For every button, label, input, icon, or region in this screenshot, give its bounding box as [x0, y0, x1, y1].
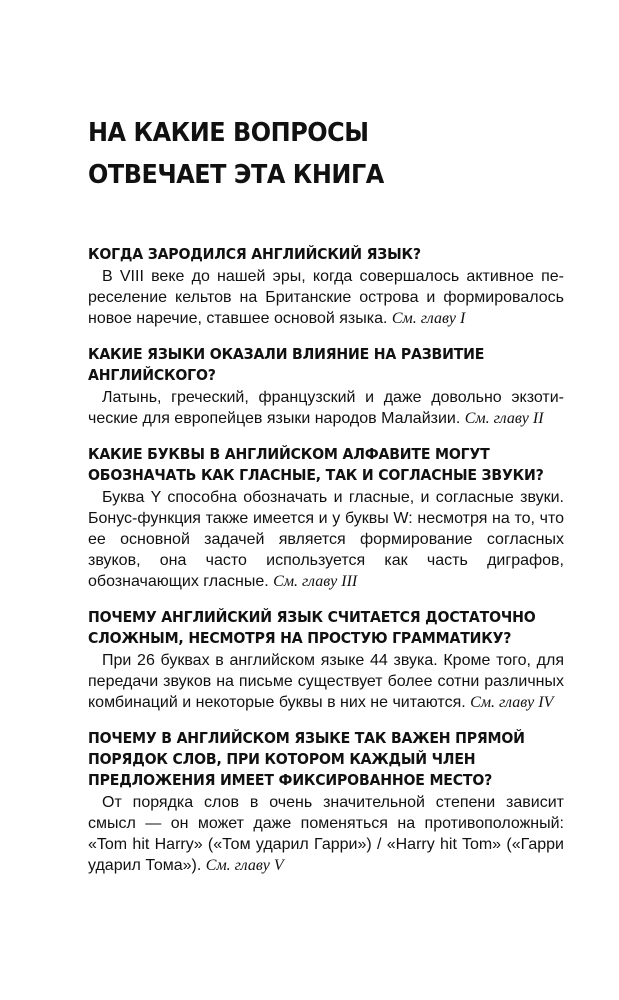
page-title	[88, 112, 566, 196]
question-heading: КАКИЕ ЯЗЫКИ ОКАЗАЛИ ВЛИЯНИЕ НА РАЗВИТИЕ АНГЛИЙСКОГО?	[88, 345, 485, 384]
qa-section-4	[88, 607, 564, 713]
question-heading: ПОЧЕМУ АНГЛИЙСКИЙ ЯЗЫК СЧИТАЕТСЯ ДОСТАТОЧНО СЛОЖНЫМ, НЕСМОТРЯ НА ПРОСТУЮ ГРАММАТИКУ?	[88, 608, 536, 647]
book-page	[88, 112, 564, 891]
answer-paragraph	[88, 792, 564, 876]
question-heading: КОГДА ЗАРОДИЛСЯ АНГЛИЙСКИЙ ЯЗЫК?	[88, 245, 421, 263]
answer-paragraph	[88, 387, 564, 429]
chapter-reference: См. главу V	[205, 857, 284, 874]
qa-section-2	[88, 344, 564, 429]
answer-paragraph	[88, 487, 564, 592]
qa-section-5	[88, 728, 564, 876]
question-heading: КАКИЕ БУКВЫ В АНГЛИЙСКОМ АЛФАВИТЕ МОГУТ ОБОЗНАЧАТЬ КАК ГЛАСНЫЕ, ТАК И СОГЛАСНЫЕ ЗВУКИ?	[88, 445, 544, 484]
chapter-reference: См. главу I	[391, 310, 466, 327]
answer-text: От порядка слов в очень значительной степени зависит смысл — он может даже поменяться на противоположный: «Tom hit Harry» («Том ударил Гарри») / «Harry hit Tom» («Гарри ударил Тома»).	[88, 794, 564, 874]
answer-text: При 26 буквах в английском языке 44 звука. Кроме того, для передачи звуков на письме существует более сотни различных комбинаций и некоторые буквы в них не читаются.	[88, 652, 564, 711]
answer-paragraph	[88, 266, 564, 329]
qa-section-3	[88, 444, 564, 592]
page-title-line-1: НА КАКИЕ ВОПРОСЫ	[88, 118, 369, 148]
answer-text: В VIII веке до нашей эры, когда совершалось активное переселение кельтов на Британские острова и формировалось новое наречие, ставшее основой языка.	[88, 268, 564, 327]
answer-text: Латынь, греческий, французский и даже довольно экзотические для европейцев языки народов Малайзии.	[88, 389, 564, 427]
answer-text: Буква Y способна обозначать и гласные, и согласные звуки. Бонус-функция также имеется и у буквы W: несмотря на то, что ее основной задачей является формирование согласных звуков, она часто используется как часть диграфов, обозначающих гласные.	[88, 489, 564, 590]
qa-section-1	[88, 244, 564, 329]
chapter-reference: См. главу II	[464, 410, 544, 427]
question-heading: ПОЧЕМУ В АНГЛИЙСКОМ ЯЗЫКЕ ТАК ВАЖЕН ПРЯМОЙ ПОРЯДОК СЛОВ, ПРИ КОТОРОМ КАЖДЫЙ ЧЛЕН ПРЕДЛОЖЕНИЯ ИМЕЕТ ФИКСИРОВАННОЕ МЕСТО?	[88, 729, 525, 789]
page-title-line-2: ОТВЕЧАЕТ ЭТА КНИГА	[88, 160, 384, 190]
chapter-reference: См. главу IV	[470, 694, 554, 711]
answer-paragraph	[88, 650, 564, 713]
chapter-reference: См. главу III	[273, 573, 358, 590]
